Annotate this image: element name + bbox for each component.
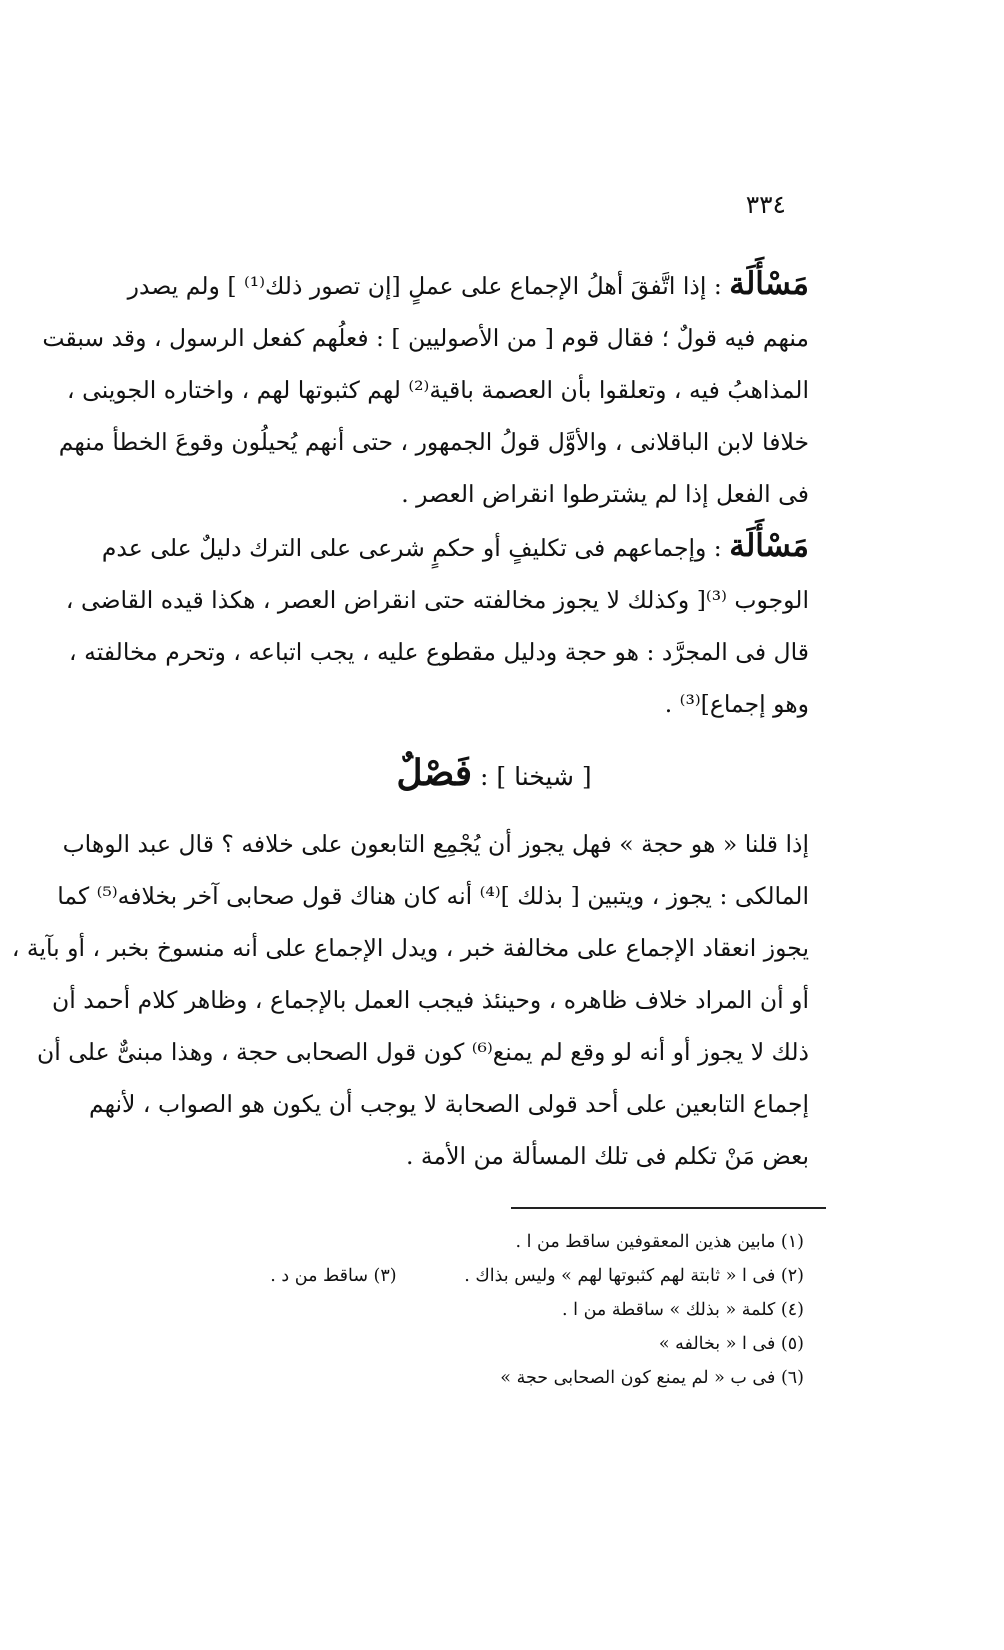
masala-2-line-3: قال فى المجرَّد : هو حجة ودليل مقطوع عليه ، يجب اتباعه ، وتحرم مخالفته ،: [69, 638, 809, 666]
masala-2-line-1-text: : وإجماعهم فى تكليفٍ أو حكمٍ شرعى على الترك دليلٌ على عدم: [101, 534, 722, 562]
footnote-5: (٥) فى ا « بخالفه »: [658, 1334, 804, 1354]
masala-1-line-5: فى الفعل إذا لم يشترطوا انقراض العصر .: [401, 480, 809, 508]
masala-1-line-4: خلافا لابن الباقلانى ، والأوَّل قولُ الجمهور ، حتى أنهم يُحيلُون وقوعَ الخطأ منهم: [58, 428, 809, 456]
footnote-row-2: [184, 1259, 804, 1293]
footnote-divider: [511, 1207, 826, 1209]
fasl-line-3: يجوز انعقاد الإجماع على مخالفة خبر ، ويدل الإجماع على أنه منسوخ بخبر ، أو بآية ،: [11, 934, 809, 962]
masala-2-line-2: الوجوب ⁽³⁾[ وكذلك لا يجوز مخالفته حتى انقراض العصر ، هكذا قيده القاضى ،: [65, 586, 809, 614]
footnote-4: (٤) كلمة « بذلك » ساقطة من ا .: [562, 1300, 804, 1320]
fasl-line-5: ذلك لا يجوز أو أنه لو وقع لم يمنع⁽⁶⁾ كون قول الصحابى حجة ، وهذا مبنىٌّ على أن: [36, 1038, 809, 1066]
fasl-line-2: المالكى : يجوز ، ويتبين [ بذلك ]⁽⁴⁾ أنه كان هناك قول صحابى آخر بخلافه⁽⁵⁾ كما: [57, 882, 809, 910]
fasl-line-4: أو أن المراد خلاف ظاهره ، وحينئذ فيجب العمل بالإجماع ، وظاهر كلام أحمد أن: [51, 986, 809, 1014]
footnote-2: (٢) فى ا « ثابتة لهم كثبوتها لهم » وليس بذاك .: [464, 1266, 804, 1286]
page-number: ٣٣٤: [745, 190, 786, 219]
section-heading: [184, 752, 804, 794]
fasl-line-6: إجماع التابعين على أحد قولى الصحابة لا يوجب أن يكون هو الصواب ، لأنهم: [89, 1090, 809, 1118]
section-title: فَصْلٌ: [396, 752, 473, 794]
masala-1-line-3: المذاهبُ فيه ، وتعلقوا بأن العصمة باقية⁽²⁾ لهم كثبوتها لهم ، واختاره الجوينى ،: [67, 376, 809, 404]
masala-1-line-1-text: : إذا اتَّفقَ أهلُ الإجماع على عملٍ [إن تصور ذلك⁽¹⁾ ] ولم يصدر: [127, 272, 722, 300]
masala-2-title: مَسْأَلَة: [729, 528, 809, 564]
masala-2-paragraph: [65, 520, 809, 730]
fasl-paragraph: [11, 818, 809, 1182]
footnote-6: (٦) فى ب « لم يمنع كون الصحابى حجة »: [500, 1368, 804, 1388]
masala-2-line-4: وهو إجماع]⁽³⁾ .: [664, 690, 809, 718]
masala-2-line-1: [101, 520, 809, 574]
masala-1-paragraph: [42, 258, 809, 520]
masala-1-title: مَسْأَلَة: [729, 266, 809, 302]
footnote-1: (١) مابين هذين المعقوفين ساقط من ا .: [515, 1232, 804, 1252]
fasl-line-1: إذا قلنا « هو حجة » فهل يجوز أن يُجْمِع التابعون على خلافه ؟ قال عبد الوهاب: [62, 830, 809, 858]
footnotes: [184, 1225, 804, 1395]
masala-1-line-2: منهم فيه قولٌ ؛ فقال قوم [ من الأصوليين ] : فعلُهم كفعل الرسول ، وقد سبقت: [42, 324, 809, 352]
section-bracket-label: [ شيخنا ] :: [480, 762, 592, 791]
masala-1-line-1: [127, 258, 809, 312]
fasl-line-7: بعض مَنْ تكلم فى تلك المسألة من الأمة .: [405, 1142, 809, 1170]
footnote-3: (٣) ساقط من د .: [270, 1266, 397, 1286]
